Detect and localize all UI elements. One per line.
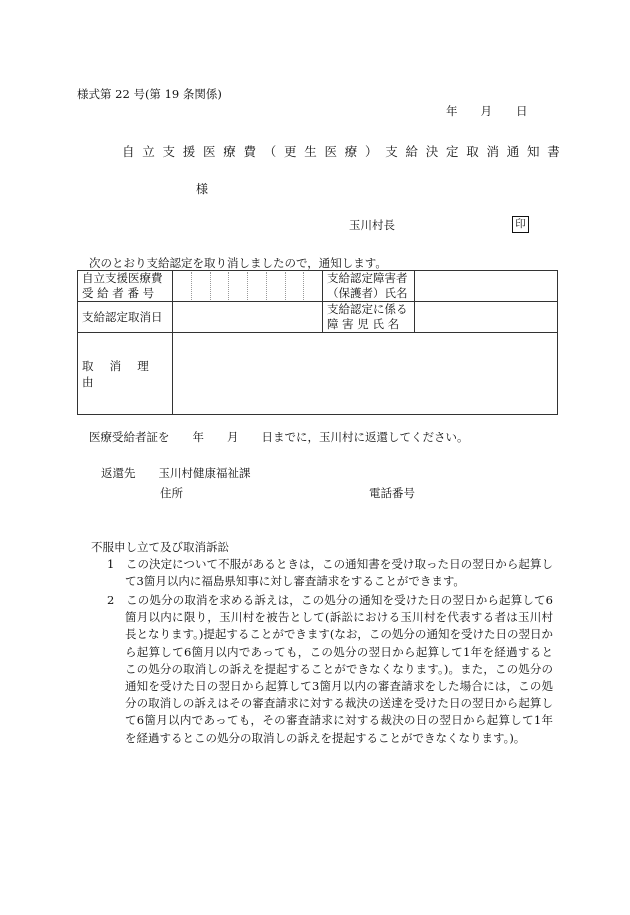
digit-cell[interactable]	[267, 272, 286, 300]
phone-label: 電話番号	[369, 486, 415, 500]
child-name-field[interactable]	[415, 302, 558, 333]
appeal-item-1: 1 この決定について不服があるときは，この通知書を受け取った日の翌日から起算して3箇月以内に福島県知事に対し審査請求をすることができます。	[107, 557, 553, 589]
table-row	[78, 333, 558, 415]
return-destination: 返還先 玉川村健康福祉課	[101, 466, 251, 480]
cancellation-table	[77, 270, 558, 415]
guardian-name-label: 支給認定障害者 （保護者）氏名	[323, 271, 415, 302]
address-label: 住所	[160, 486, 183, 500]
digit-cell[interactable]	[304, 272, 322, 300]
form-number: 様式第 22 号(第 19 条関係)	[77, 87, 222, 101]
date-day-label: 日	[516, 104, 528, 118]
addressee-suffix: 様	[196, 182, 209, 196]
digit-cell[interactable]	[211, 272, 230, 300]
cancel-date-field[interactable]	[173, 302, 323, 333]
return-notice: 医療受給者証を 年 月 日までに，玉川村に返還してください。	[89, 430, 469, 444]
table-row	[78, 271, 558, 302]
cancel-reason-field[interactable]	[173, 333, 558, 415]
date-month-label: 月	[480, 104, 492, 118]
appeal-item-2: 2 この処分の取消を求める訴えは，この処分の通知を受けた日の翌日から起算して6箇月以内に限り，玉川村を被告として(訴訟における玉川村を代表する者は玉川村長となります。)提起することができます(なお，この処分の通知を受けた日の翌日から起算して6箇月以内であっても，この処分の翌日から起算して1年を経過するとこの処分の取消しの訴えを提起することができなくなります。)。また，この処分の通知を受けた日の翌日から起算して3箇月以内の審査請求をした場合には，この処分の取消しの訴えはその審査請求に対する裁決の送達を受けた日の翌日から起算して6箇月以内であっても，その審査請求に対する裁決の日の翌日から起算して1年を経過するとこの処分の取消しの訴えを提起することができなくなります。)。	[107, 593, 553, 745]
digit-cell[interactable]	[192, 272, 211, 300]
seal-mark: 印	[512, 216, 529, 233]
cancel-date-label: 支給認定取消日	[78, 302, 173, 333]
intro-text: 次のとおり支給認定を取り消しましたので，通知します。	[89, 256, 387, 270]
issue-date	[446, 103, 528, 119]
child-name-label: 支給認定に係る 障 害 児 氏 名	[323, 302, 415, 333]
cancel-reason-label: 取 消 理 由	[78, 333, 173, 415]
recipient-number-field[interactable]	[173, 271, 323, 302]
issuer-name: 玉川村長	[349, 218, 395, 232]
appeal-heading: 不服申し立て及び取消訴訟	[91, 540, 229, 554]
digit-cell[interactable]	[286, 272, 305, 300]
date-year-label: 年	[446, 104, 458, 118]
digit-cell[interactable]	[173, 272, 192, 300]
digit-cell[interactable]	[248, 272, 267, 300]
recipient-number-label: 自立支援医療費 受 給 者 番 号	[78, 271, 173, 302]
document-title: 自立支援医療費（更生医療）支給決定取消通知書	[122, 144, 568, 159]
digit-cell[interactable]	[229, 272, 248, 300]
guardian-name-field[interactable]	[415, 271, 558, 302]
table-row	[78, 302, 558, 333]
